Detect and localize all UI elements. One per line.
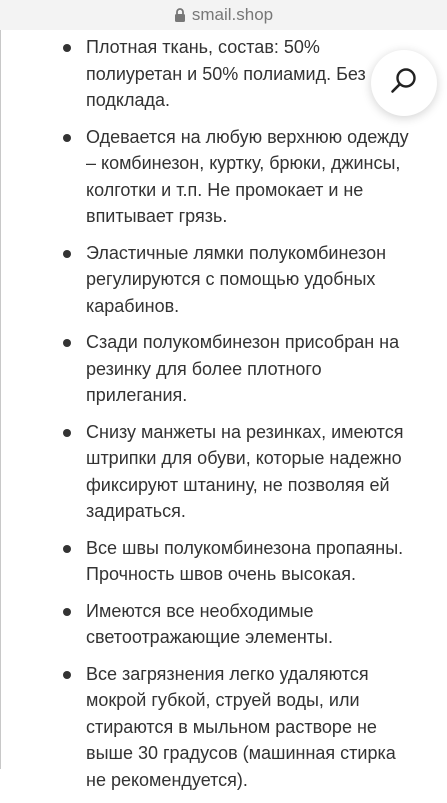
page-content xyxy=(0,30,447,790)
bullet-icon xyxy=(63,545,71,553)
bullet-icon xyxy=(63,671,71,679)
feature-list xyxy=(0,30,447,803)
list-item-text: Эластичные лямки полукомбинезон регулируются с помощью удобных карабинов. xyxy=(86,242,387,316)
bullet-icon xyxy=(63,608,71,616)
list-item xyxy=(0,598,447,651)
list-item xyxy=(0,419,447,525)
bullet-icon xyxy=(63,134,71,142)
search-icon xyxy=(389,66,419,101)
list-item-text: Плотная ткань, состав: 50% полиуретан и 50% полиамид. Без подклада. xyxy=(86,37,366,110)
list-item-text: Снизу манжеты на резинках, имеются штрипки для обуви, которые надежно фиксируют штанину, не позволяя ей задираться. xyxy=(86,421,404,521)
list-item xyxy=(0,240,447,320)
list-item-text: Имеются все необходимые светоотражающие элементы. xyxy=(86,600,333,647)
bullet-icon xyxy=(63,44,71,52)
url-display[interactable] xyxy=(174,5,273,25)
bullet-icon xyxy=(63,339,71,347)
list-item xyxy=(0,124,447,230)
browser-address-bar[interactable] xyxy=(0,0,447,30)
lock-icon xyxy=(174,8,186,23)
list-item xyxy=(0,661,447,794)
list-item xyxy=(0,535,447,588)
list-item-text: Все загрязнения легко удаляются мокрой губкой, струей воды, или стираются в мыльном растворе не выше 30 градусов (машинная стирка не рекомендуется). xyxy=(86,663,396,790)
list-item xyxy=(0,329,447,409)
url-text: smail.shop xyxy=(191,5,274,24)
search-button[interactable] xyxy=(371,50,437,116)
bullet-icon xyxy=(63,250,71,258)
list-item-text: Сзади полукомбинезон присобран на резинку для более плотного прилегания. xyxy=(86,332,400,405)
list-item-text: Одевается на любую верхнюю одежду – комбинезон, куртку, брюки, джинсы, колготки и т.п. Не промокает и не впитывает грязь. xyxy=(86,126,409,226)
bullet-icon xyxy=(63,429,71,437)
list-item-text: Все швы полукомбинезона пропаяны. Прочность швов очень высокая. xyxy=(86,537,404,584)
